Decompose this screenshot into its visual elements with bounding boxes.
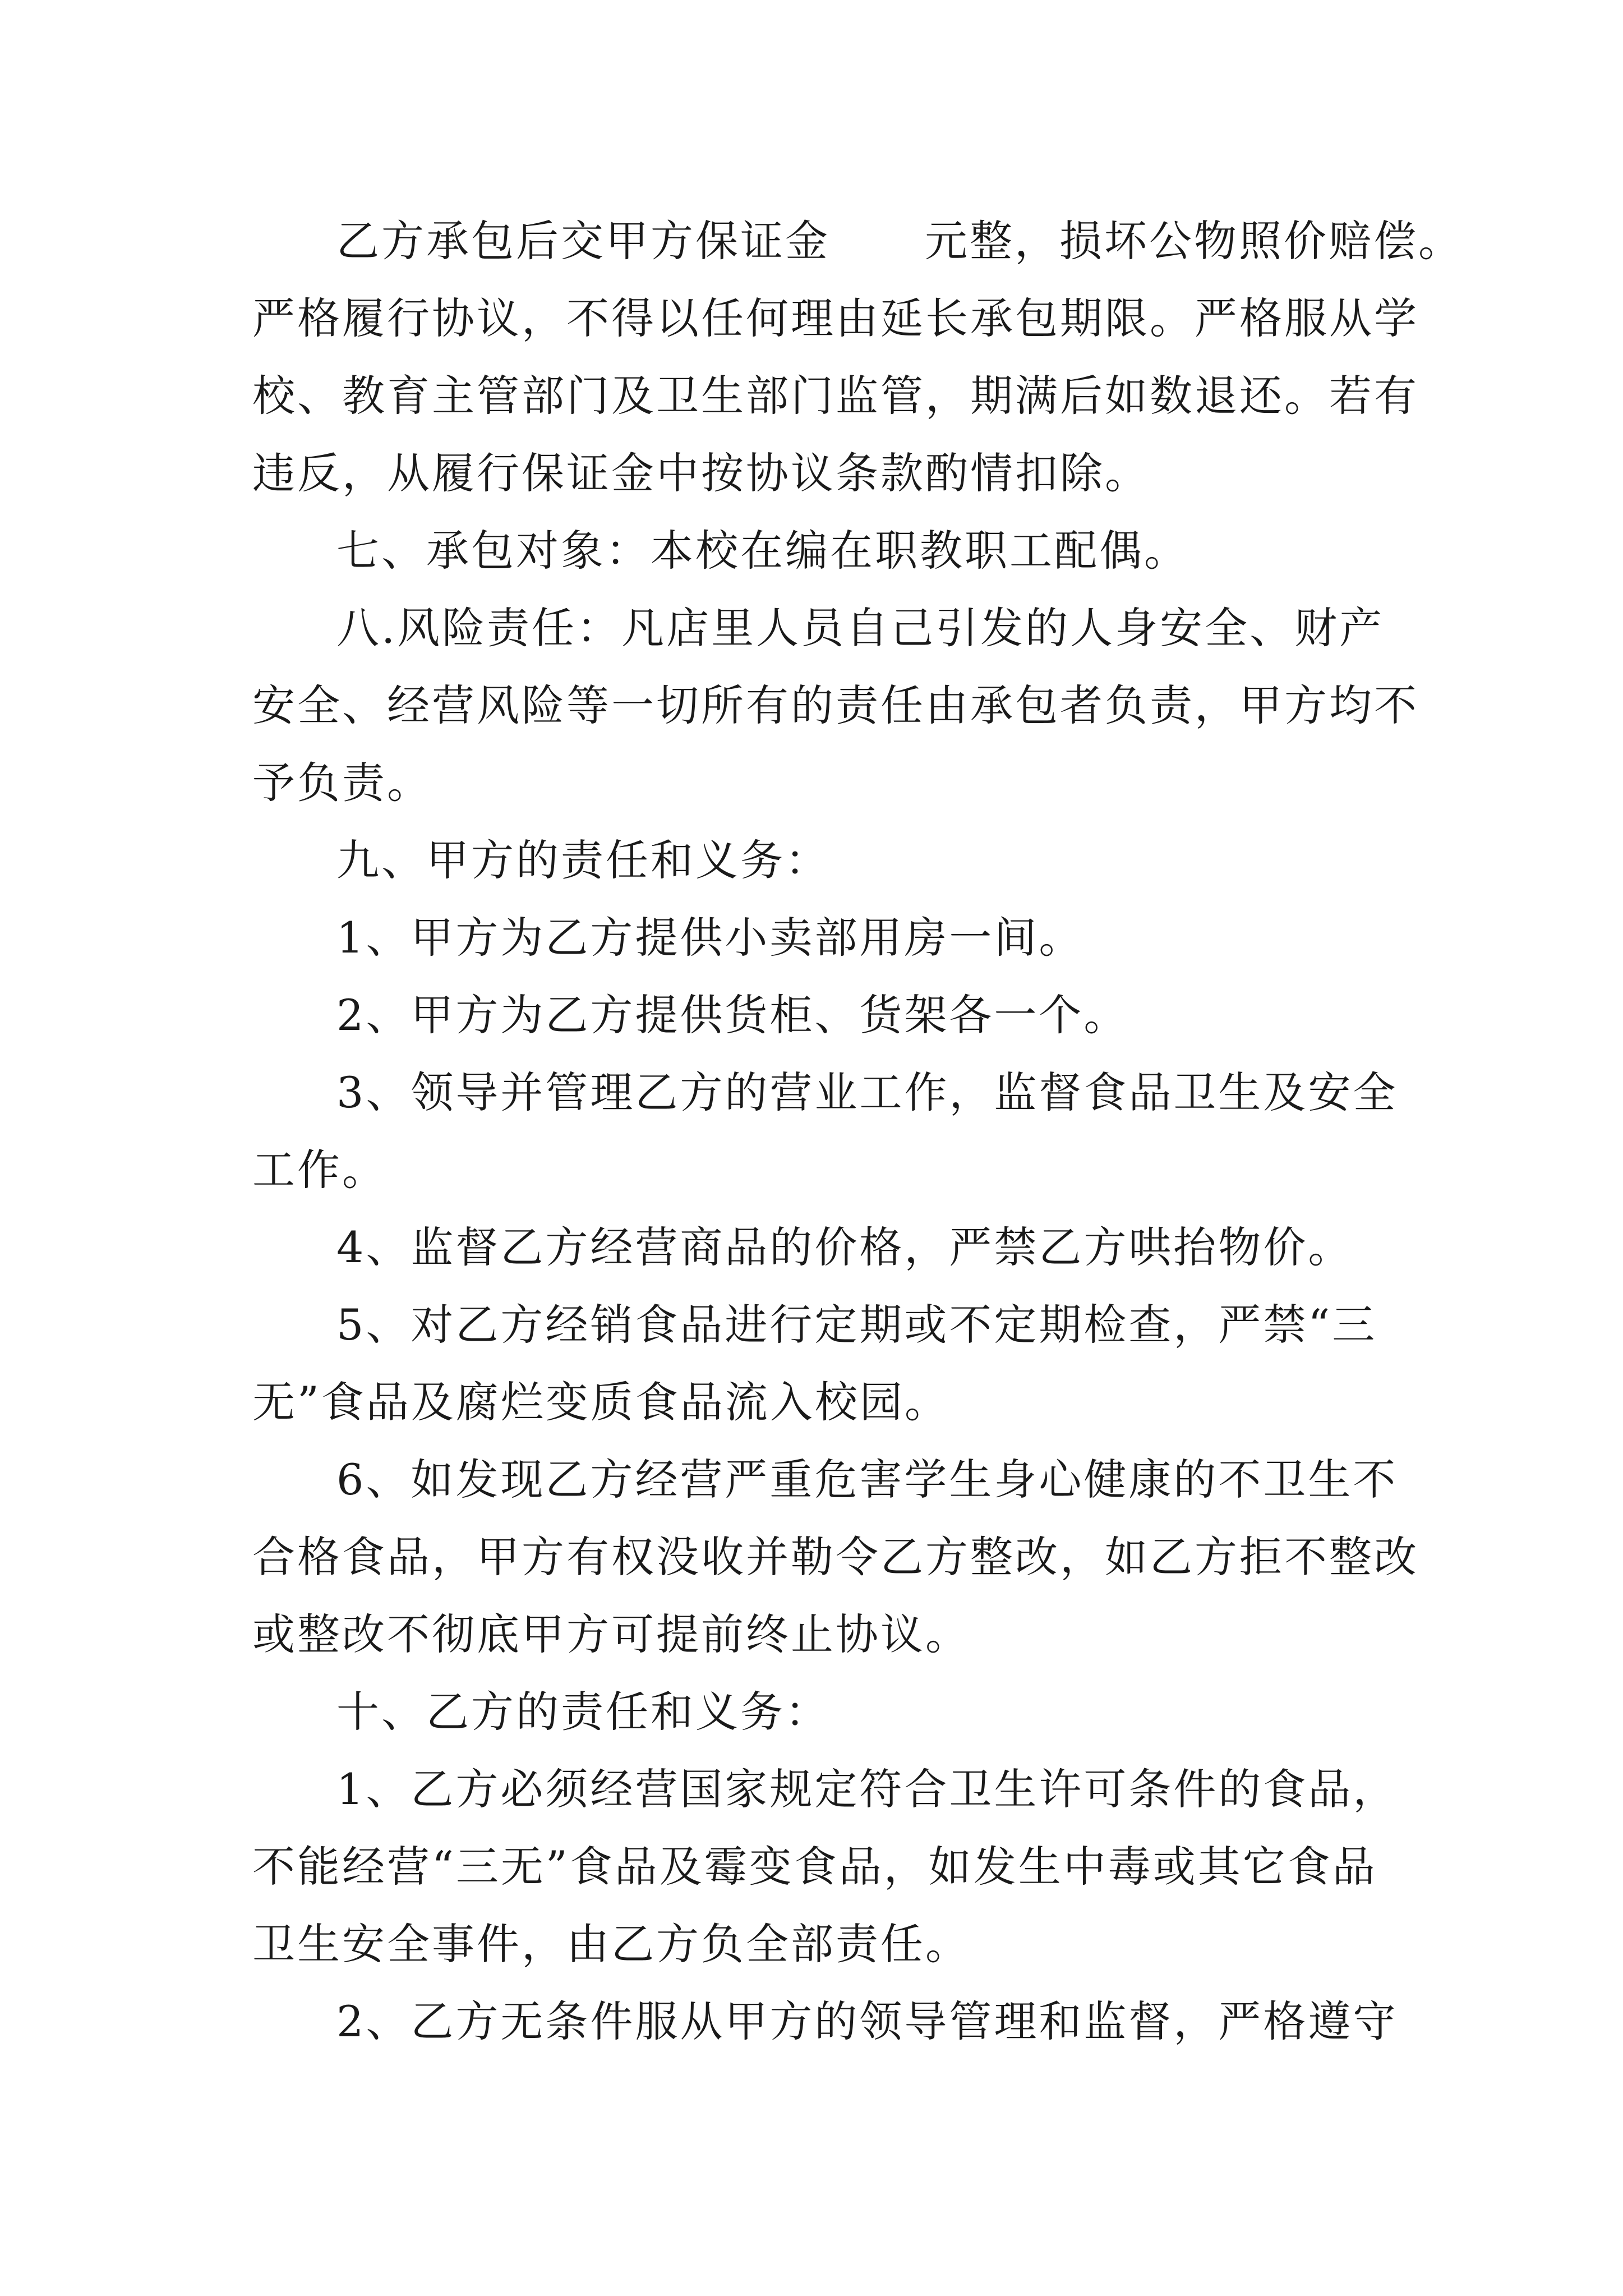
text-line: 2、乙方无条件服从甲方的领导管理和监督，严格遵守 [336,1996,1398,2046]
text-line: 1、甲方为乙方提供小卖部用房一间。 [336,913,1084,963]
text-line: 工作。 [252,1145,387,1195]
text-line: 八.风险责任：凡店里人员自己引发的人身安全、财产 [336,603,1385,653]
text-line: 卫生安全事件，由乙方负全部责任。 [252,1919,970,1969]
text-line: 十、乙方的责任和义务： [336,1687,830,1737]
text-line: 4、监督乙方经营商品的价格，严禁乙方哄抬物价。 [336,1222,1353,1272]
text-line: 严格履行协议，不得以任何理由延长承包期限。严格服从学 [252,293,1419,343]
text-line: 予负责。 [252,758,432,808]
text-line: 或整改不彻底甲方可提前终止协议。 [252,1609,970,1659]
text-line: 无”食品及腐烂变质食品流入校园。 [252,1377,949,1427]
text-line: 安全、经营风险等一切所有的责任由承包者负责，甲方均不 [252,680,1419,730]
text-line: 1、乙方必须经营国家规定符合卫生许可条件的食品， [336,1764,1398,1814]
text-line: 2、甲方为乙方提供货柜、货架各一个。 [336,990,1129,1040]
text-line: 七、承包对象：本校在编在职教职工配偶。 [336,526,1189,576]
text-line: 违反，从履行保证金中按协议条款酌情扣除。 [252,448,1150,498]
text-line: 乙方承包后交甲方保证金 元整，损坏公物照价赔偿。 [336,216,1463,266]
text-line: 合格食品，甲方有权没收并勒令乙方整改，如乙方拒不整改 [252,1532,1419,1582]
text-line: 5、对乙方经销食品进行定期或不定期检查，严禁“三 [336,1300,1377,1350]
text-line: 6、如发现乙方经营严重危害学生身心健康的不卫生不 [336,1455,1398,1504]
text-line: 九、甲方的责任和义务： [336,835,830,885]
text-line: 3、领导并管理乙方的营业工作，监督食品卫生及安全 [336,1068,1398,1117]
text-line: 校、教育主管部门及卫生部门监管，期满后如数退还。若有 [252,371,1419,421]
text-line: 不能经营“三无”食品及霉变食品，如发生中毒或其它食品 [252,1842,1377,1892]
